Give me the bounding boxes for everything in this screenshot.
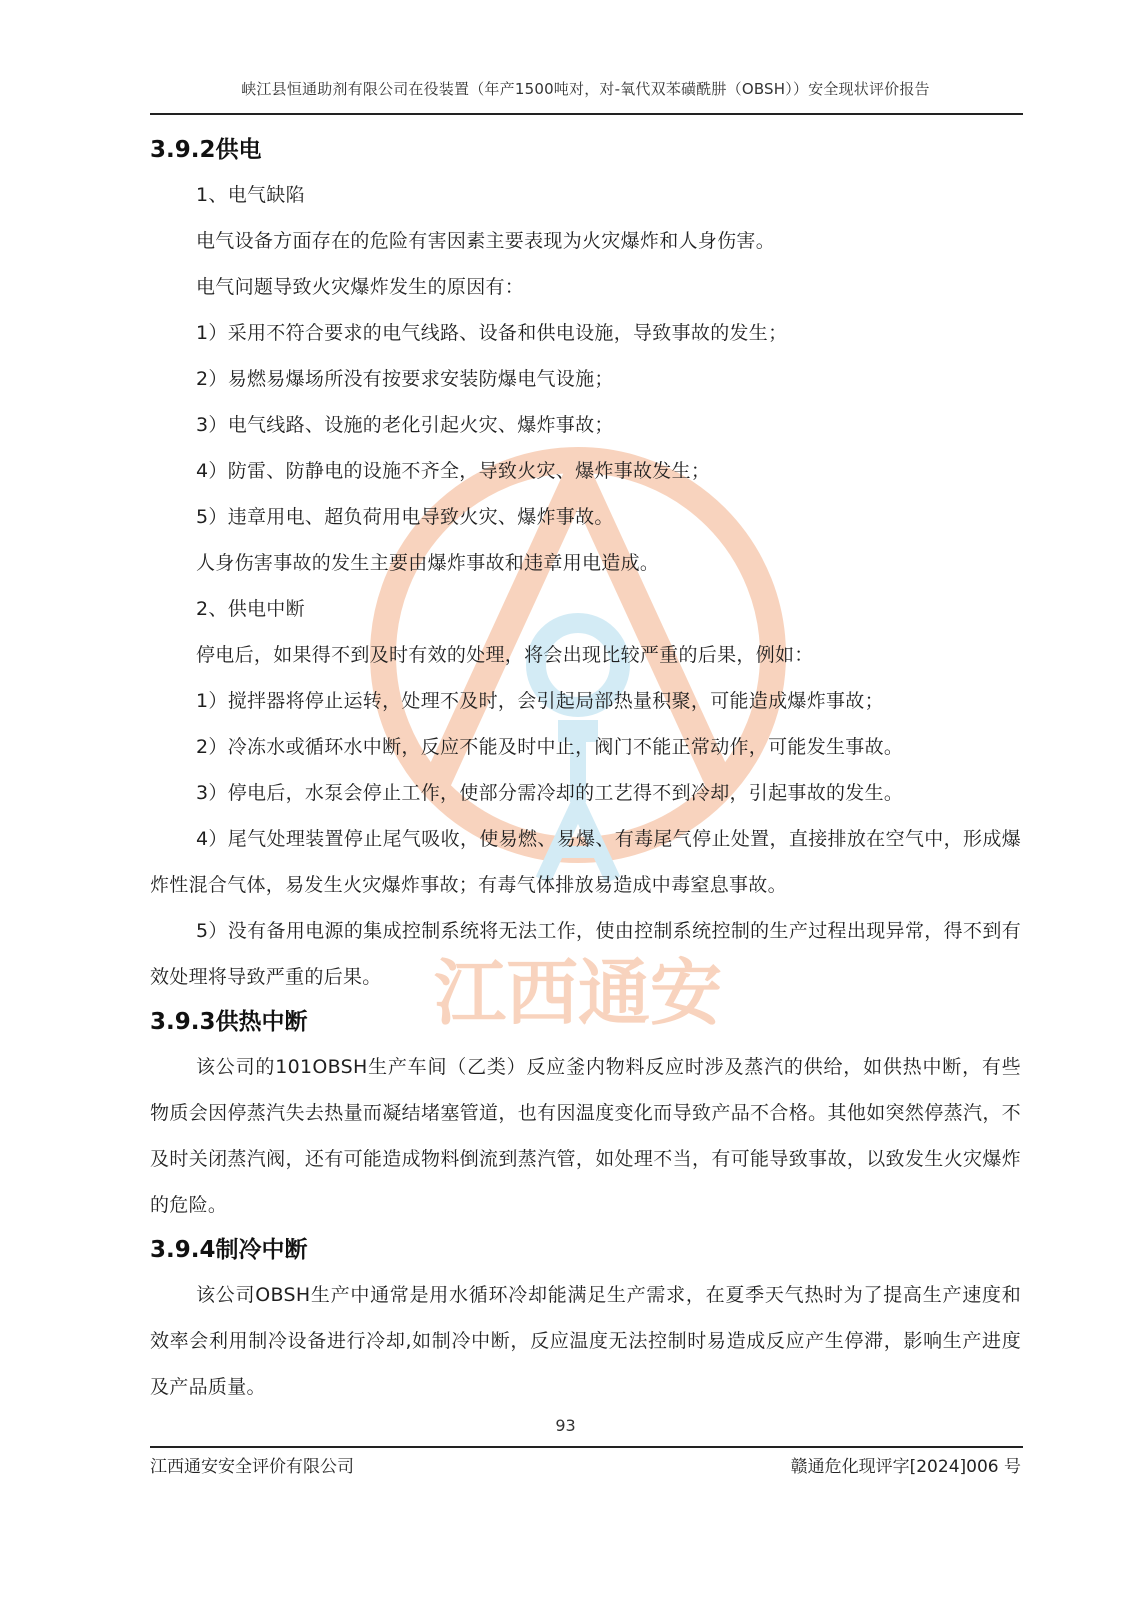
paragraph: 电气问题导致火灾爆炸发生的原因有： xyxy=(196,276,525,298)
list-item: 3）停电后，水泵会停止工作，使部分需冷却的工艺得不到冷却，引起事故的发生。 xyxy=(196,782,904,804)
section-heading-3-9-2: 3.9.2供电 xyxy=(150,137,262,163)
watermark-text: 江西通安 xyxy=(433,951,723,1035)
section-heading-3-9-4: 3.9.4制冷中断 xyxy=(150,1237,308,1263)
footer-doc-number: 赣通危化现评字[2024]006 号 xyxy=(790,1457,1021,1477)
list-item: 5）违章用电、超负荷用电导致火灾、爆炸事故。 xyxy=(196,506,614,528)
header-divider xyxy=(150,113,1023,115)
paragraph: 该公司的101OBSH生产车间（乙类）反应釜内物料反应时涉及蒸汽的供给，如供热中断，有些物质会因停蒸汽失去热量而凝结堵塞管道，也有因温度变化而导致产品不合格。其他如突然停蒸汽，不及时关闭蒸汽阀，还有可能造成物料倒流到蒸汽管，如处理不当，有可能导致事故，以致发生火灾爆炸的危险。 xyxy=(150,1056,1021,1216)
list-item: 5）没有备用电源的集成控制系统将无法工作，使由控制系统控制的生产过程出现异常，得不到有效处理将导致严重的后果。 xyxy=(150,920,1021,988)
list-item: 4）防雷、防静电的设施不齐全，导致火灾、爆炸事故发生； xyxy=(196,460,711,482)
list-item: 1）采用不符合要求的电气线路、设备和供电设施，导致事故的发生； xyxy=(196,322,788,344)
page-header-title: 峡江县恒通助剂有限公司在役装置（年产1500吨对，对-氧代双苯磺酰肼（OBSH））安全现状评价报告 xyxy=(241,80,930,98)
paragraph: 该公司OBSH生产中通常是用水循环冷却能满足生产需求，在夏季天气热时为了提高生产速度和效率会利用制冷设备进行冷却,如制冷中断，反应温度无法控制时易造成反应产生停滞，影响生产进度及产品质量。 xyxy=(150,1284,1021,1398)
document-body xyxy=(150,128,1021,1410)
paragraph: 电气设备方面存在的危险有害因素主要表现为火灾爆炸和人身伤害。 xyxy=(196,230,776,252)
list-item: 2）冷冻水或循环水中断，反应不能及时中止，阀门不能正常动作，可能发生事故。 xyxy=(196,736,904,758)
footer-divider xyxy=(150,1446,1023,1448)
list-item: 4）尾气处理装置停止尾气吸收，使易燃、易爆、有毒尾气停止处置，直接排放在空气中，形成爆炸性混合气体，易发生火灾爆炸事故；有毒气体排放易造成中毒窒息事故。 xyxy=(150,828,1021,896)
paragraph: 人身伤害事故的发生主要由爆炸事故和违章用电造成。 xyxy=(196,552,660,574)
list-item: 1）搅拌器将停止运转，处理不及时，会引起局部热量积聚，可能造成爆炸事故； xyxy=(196,690,884,712)
list-item: 2）易燃易爆场所没有按要求安装防爆电气设施； xyxy=(196,368,614,390)
page-number: 93 xyxy=(555,1416,576,1435)
section-heading-3-9-3: 3.9.3供热中断 xyxy=(150,1009,308,1035)
footer-company: 江西通安安全评价有限公司 xyxy=(150,1457,354,1477)
list-item: 3）电气线路、设施的老化引起火灾、爆炸事故； xyxy=(196,414,614,436)
paragraph: 1、电气缺陷 xyxy=(196,184,305,206)
paragraph: 停电后，如果得不到及时有效的处理，将会出现比较严重的后果，例如： xyxy=(196,644,814,666)
paragraph: 2、供电中断 xyxy=(196,598,305,620)
